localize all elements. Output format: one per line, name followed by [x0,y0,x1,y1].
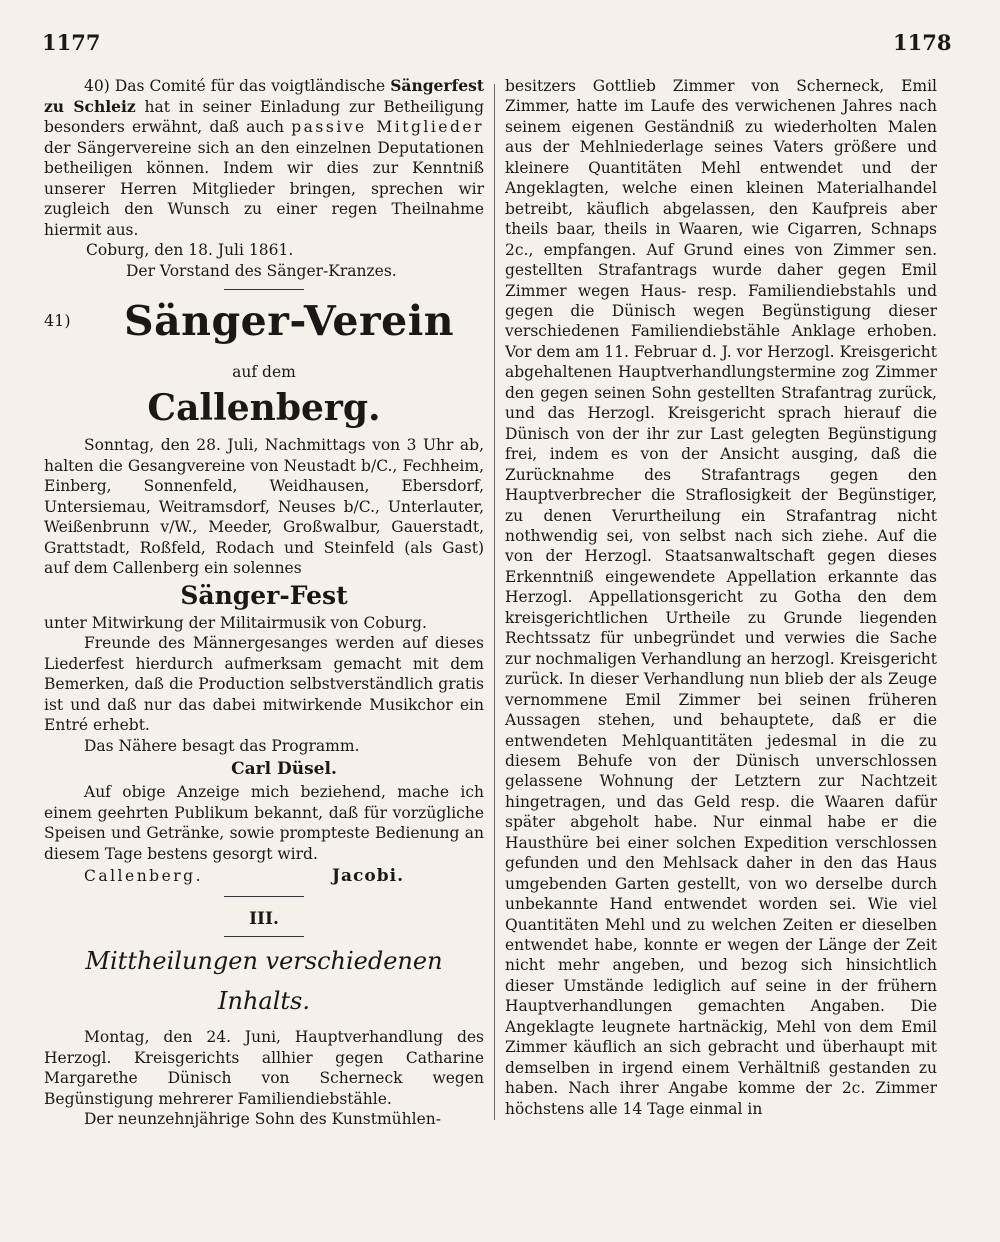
notice-41-auf-dem: auf dem [232,363,296,381]
notice-40-prefix: 40) Das Comité für das voigtländische [84,77,391,95]
notice-40-rest: der Sängervereine sich an den einzelnen Deputationen betheiligen können. Indem wir dies zur Kenntniß unserer Herren Mitglieder bringen, sprechen wir zugleich den Wunsch zu einer regen Theilnahme hiermit aus. [44,138,484,239]
notice-41-place: Callenberg. [147,387,381,429]
notice-40-bold: Sängerfest zu Schleiz [44,76,484,116]
section-number: III. [249,909,279,929]
notice-41-number: 41) [44,311,71,330]
right-column [505,76,937,1119]
notice-41-signature2: Jacobi. [331,866,404,886]
column-divider [494,84,495,1120]
right-column-text: besitzers Gottlieb Zimmer von Scherneck, Emil Zimmer, hatte im Laufe des verwichenen Jahres nach seinem eigenen Geständniß zu wiederholten Malen aus der Mehlniederlage seines Vaters größere und kleinere Quantitäten Mehl entwendet und der Angeklagten, welche einen kleinen Materialhandel betreibt, käuflich abgelassen, den Kaufpreis aber theils baar, theils in Waaren, wie Cigarren, Schnaps 2c., empfangen. Auf Grund eines von Zimmer sen. gestellten Strafantrags wurde daher gegen Emil Zimmer wegen Haus- resp. Familiendiebstahls und gegen die Dünisch wegen Begünstigung dieser verschiedenen Familiendiebstähle Anklage erhoben. Vor dem am 11. Februar d. J. vor Herzogl. Kreisgericht abgehaltenen Hauptverhandlungstermine zog Zimmer den gegen seinen Sohn gestellten Strafantrag zurück, und das Herzogl. Kreisgericht sprach hierauf die Dünisch von der ihr zur Last gelegten Begünstigung frei, indem es von der Ansicht ausging, daß die Zurücknahme des Strafantrags gegen den Hauptverbrecher die Straflosigkeit der Begünstiger, zu denen Verurtheilung ein Strafantrag nicht nothwendig sei, von selbst nach sich ziehe. Auf die von der Herzogl. Staatsanwaltschaft gegen dieses Erkenntniß eingewendete Appellation erkannte das Herzogl. Appellationsgericht zu Gotha den dem kreisgerichtlichen Urtheile zu Grunde liegenden Rechtssatz für unbegründet und verwies die Sache zur nochmaligen Verhandlung an herzogl. Kreisgericht zurück. In dieser Verhandlung nun blieb der als Zeuge vernommene Emil Zimmer bei seinen früheren Aussagen stehen, und behauptete, daß er die entwendeten Mehlquantitäten jedesmal in die zu diesem Behufe von der Dünisch unverschlossen gelassene Wohnung der Letztern zur Nachtzeit hingetragen, und das Geld resp. die Waaren dafür später abgeholt habe. Nur einmal habe er die Hausthüre bei einer solchen Expedition verschlossen gefunden und den Mehlsack daher in den das Haus umgebenden Garten gestellt, von wo derselbe durch unbekannte Hand entwendet worden sei. Wie viel Quantitäten Mehl und zu welchen Zeiten er dieselben entwendet habe, konnte er wegen der Länge der Zeit nicht mehr angeben, und bezog sich hinsichtlich dieser Umstände lediglich auf seine in der frühern Hauptverhandlungen gemachten Angaben. Die Angeklagte leugnete hartnäckig, Mehl von dem Emil Zimmer käuflich an sich gebracht und überhaupt mit demselben in irgend einem Verhältniß gestanden zu haben. Nach ihrer Angabe komme der 2c. Zimmer höchstens alle 14 Tage einmal in [505,77,937,1118]
notice-40-date: Coburg, den 18. Juli 1861. [86,241,294,259]
notice-40-spaced: passive Mitglieder [291,118,484,136]
notice-41-text2: unter Mitwirkung der Militairmusik von Coburg. [44,613,427,632]
notice-41-text3: Freunde des Männergesanges werden auf dieses Liederfest hierdurch aufmerksam gemacht mit dem Bemerken, daß die Production selbstverständlich gratis ist und daß nur das dabei mitwirkende Musikchor ein Entré erhebt. [44,634,484,734]
notice-41-title: Sänger-Verein [124,297,455,345]
left-column [44,76,484,1130]
notice-41-signature-row [44,864,484,888]
separator-rule-2 [224,896,304,897]
notice-41-header [44,297,484,361]
notice-41-signature1: Carl Düsel. [231,759,337,779]
section-paragraph-2: Der neunzehnjährige Sohn des Kunstmühlen- [84,1110,441,1128]
section-title: Mittheilungen verschiedenen Inhalts. [85,947,443,1015]
section-paragraph-1: Montag, den 24. Juni, Hauptverhandlung des Herzogl. Kreisgerichts allhier gegen Catharine Margarethe Dünisch von Scherneck wegen Begünstigung mehrerer Familiendiebstähle. [44,1028,484,1108]
notice-40-signature: Der Vorstand des Sänger-Kranzes. [126,261,397,280]
separator-rule [224,289,304,290]
separator-rule-3 [224,936,304,937]
notice-41-text1: Sonntag, den 28. Juli, Nachmittags von 3 Uhr ab, halten die Gesangvereine von Neustadt b/C., Fechheim, Einberg, Sonnenfeld, Weidhausen, Ebersdorf, Untersiemau, Weitramsdorf, Neuses b/C., Unterlauter, Weißenbrunn v/W., Meeder, Großwalbur, Gauerstadt, Grattstadt, Roßfeld, Rodach und Steinfeld (als Gast) auf dem Callenberg ein solennes [44,436,484,577]
notice-41-text4: Das Nähere besagt das Programm. [84,736,360,755]
notice-40-mid: hat in seiner Einladung zur Betheiligung besonders erwähnt, daß auch [44,97,484,136]
notice-41-place2: Callenberg. [84,867,204,885]
notice-41-fest: Sänger-Fest [180,580,348,610]
page-number-left: 1177 [42,30,101,55]
notice-40 [44,76,484,240]
notice-41-text5: Auf obige Anzeige mich beziehend, mache ich einem geehrten Publikum bekannt, daß für vorzügliche Speisen und Getränke, sowie prompteste Bedienung an diesem Tage bestens gesorgt wird. [44,783,484,863]
page-number-right: 1178 [893,30,952,55]
